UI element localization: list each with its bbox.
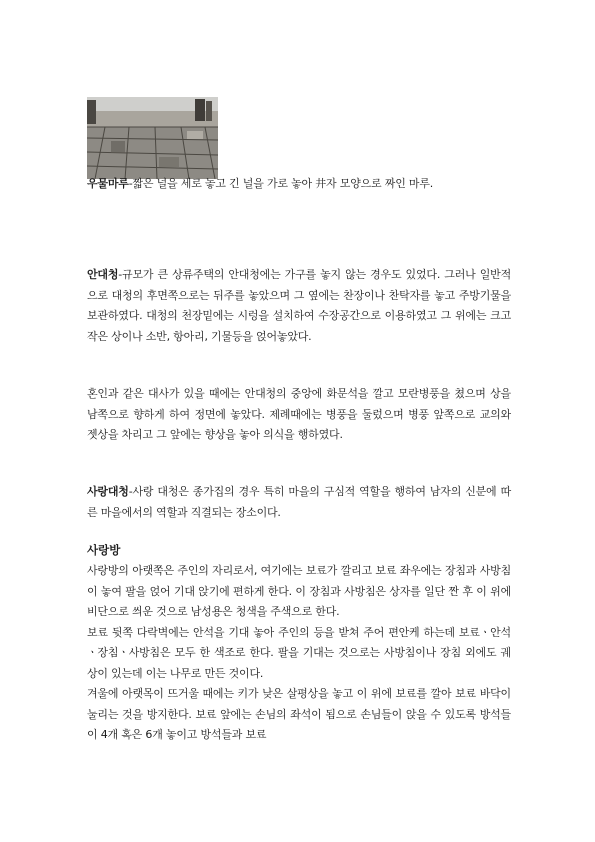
andaecheong-text: -규모가 큰 상류주택의 안대청에는 가구를 놓지 않는 경우도 있었다. 그러나 일반적으로 대청의 후면쪽으로는 뒤주를 놓았으며 그 옆에는 찬장이나 찬탁자를 놓고 주방기물을 보관하였다. 대청의 천장밑에는 시렁을 설치하여 수장공간으로 이용하였고 그 위에는 크고 작은 상이나 소반, 항아리, 기물등을 얹어놓았다. (87, 268, 511, 343)
sarang-daecheong-paragraph (87, 482, 511, 523)
sarangbang-section (87, 540, 511, 746)
wooden-floor-photo (87, 97, 218, 179)
woomul-maru-text: -짧은 널을 세로 놓고 긴 널을 가로 놓아 井자 모양으로 짜인 마루. (128, 177, 434, 190)
woomul-maru-paragraph (87, 174, 511, 195)
woomul-maru-term: 우물마루 (87, 177, 129, 190)
andaecheong-paragraph (87, 265, 511, 347)
ritual-section (87, 384, 511, 446)
sarangbang-heading: 사랑방 (87, 543, 121, 557)
sarangbang-paragraph-2: 보료 뒷쪽 다락벽에는 안석을 기대 놓아 주인의 등을 받쳐 주어 편안케 하는데 보료ㆍ안석ㆍ장침ㆍ사방침은 모두 한 색조로 한다. 팔을 기대는 것으로는 사방침이나 장침 외에도 궤상이 있는데 이는 나무로 만든 것이다. (87, 625, 511, 680)
sarang-daecheong-section (87, 482, 511, 523)
sarangbang-paragraph-1: 사랑방의 아랫쪽은 주인의 자리로서, 여기에는 보료가 깔리고 보료 좌우에는 장침과 사방침이 놓여 팔을 얹어 기대 앉기에 편하게 한다. 이 장침과 사방침은 상자를 일단 짠 후 이 위에 비단으로 씌운 것으로 남성용은 청색을 주색으로 한다. (87, 564, 511, 618)
sarang-daecheong-term: 사랑대청 (87, 485, 129, 498)
andaecheong-term: 안대청 (87, 268, 119, 281)
woomul-maru-section (87, 174, 511, 195)
sarang-daecheong-text: -사랑 대청은 종가집의 경우 특히 마을의 구심적 역할을 행하여 남자의 신분에 따른 마을에서의 역할과 직결되는 장소이다. (87, 485, 511, 519)
ritual-paragraph: 혼인과 같은 대사가 있을 때에는 안대청의 중앙에 화문석을 깔고 모란병풍을 쳤으며 상을 남쪽으로 향하게 하여 정면에 놓았다. 제례때에는 병풍을 둘렀으며 병풍 앞쪽으로 교의와 젯상을 차리고 그 앞에는 향상을 놓아 의식을 행하였다. (87, 387, 511, 441)
sarangbang-paragraph-3: 겨울에 아랫목이 뜨거울 때에는 키가 낮은 살평상을 놓고 이 위에 보료를 깔아 보료 바닥이 눌리는 것을 방지한다. 보료 앞에는 손님의 좌석이 됨으로 손님들이 앉을 수 있도록 방석들이 4개 혹은 6개 놓이고 방석들과 보료 (87, 687, 511, 741)
andaecheong-section (87, 265, 511, 347)
